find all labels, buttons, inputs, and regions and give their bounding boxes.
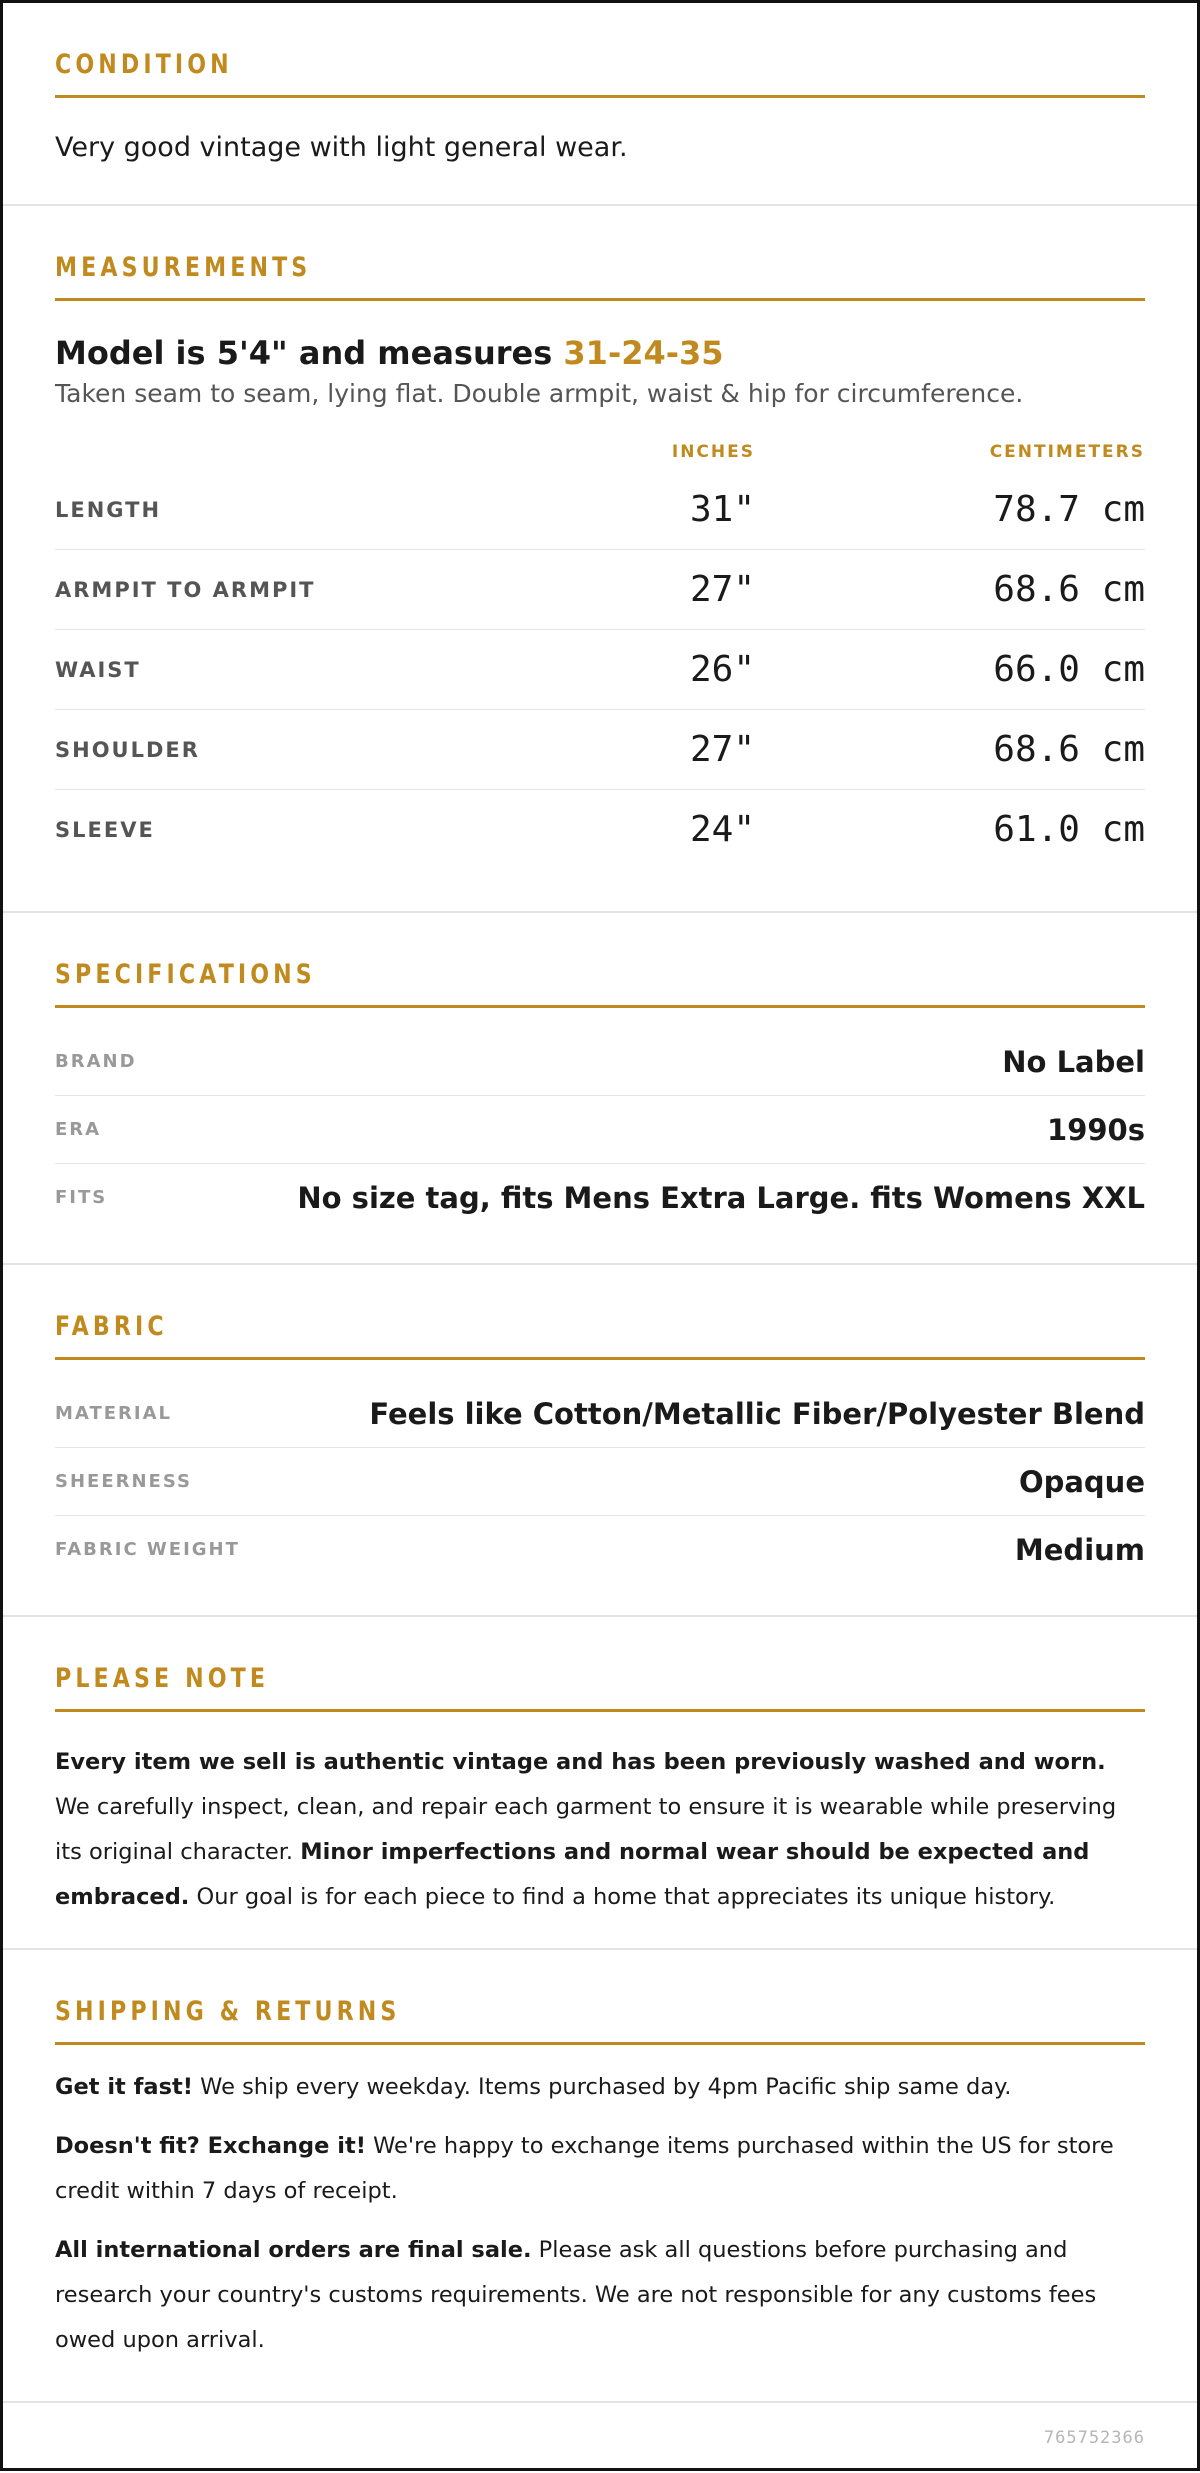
fabric-value: Medium xyxy=(1014,1532,1145,1567)
fabric-row-sheerness xyxy=(55,1448,1145,1516)
measurement-row-length xyxy=(55,470,1145,550)
specifications-section xyxy=(3,913,1197,1265)
spec-row-fits xyxy=(55,1164,1145,1231)
fabric-section xyxy=(3,1265,1197,1617)
condition-title: CONDITION xyxy=(55,47,1145,98)
spec-value: 1990s xyxy=(1047,1112,1145,1147)
spec-value: No Label xyxy=(1002,1044,1145,1079)
measurement-row-armpit xyxy=(55,550,1145,630)
measurement-inches: 26" xyxy=(689,649,755,690)
please-note-section xyxy=(3,1617,1197,1950)
specifications-table xyxy=(55,1028,1145,1253)
shipping-bold: Doesn't fit? Exchange it! xyxy=(55,2133,366,2159)
measurement-row-shoulder xyxy=(55,710,1145,790)
measurement-inches: 24" xyxy=(689,809,755,850)
fabric-label: SHEERNESS xyxy=(55,1471,192,1492)
measurement-cm: 68.6 cm xyxy=(993,569,1145,610)
shipping-bold: Get it fast! xyxy=(55,2074,193,2100)
shipping-text-span: We're happy to exchange items purchased within the US for store credit within 7 days of receipt. xyxy=(55,2133,1114,2204)
item-id: 765752366 xyxy=(1043,2428,1145,2448)
measurement-label: SHOULDER xyxy=(55,737,200,762)
measurement-label: SLEEVE xyxy=(55,817,155,842)
measurements-section xyxy=(3,206,1197,913)
spec-row-era xyxy=(55,1096,1145,1164)
spec-label: BRAND xyxy=(55,1051,137,1072)
spec-label: FITS xyxy=(55,1187,108,1208)
model-measurements-line xyxy=(55,333,1145,373)
centimeters-column-header: CENTIMETERS xyxy=(989,442,1145,462)
shipping-bold: All international orders are final sale. xyxy=(55,2237,532,2263)
shipping-text xyxy=(55,2045,1145,2401)
measurements-title: MEASUREMENTS xyxy=(55,250,1145,301)
measurement-row-waist xyxy=(55,630,1145,710)
fabric-value: Opaque xyxy=(1018,1464,1145,1499)
measurements-table-header xyxy=(55,442,1145,462)
fabric-table xyxy=(55,1380,1145,1605)
shipping-text-span: We ship every weekday. Items purchased by 4pm Pacific ship same day. xyxy=(193,2074,1012,2100)
fabric-row-weight xyxy=(55,1516,1145,1583)
shipping-paragraph-fast xyxy=(55,2065,1145,2110)
please-note-title: PLEASE NOTE xyxy=(55,1661,1145,1712)
measurement-cm: 68.6 cm xyxy=(993,729,1145,770)
measurement-label: WAIST xyxy=(55,657,141,682)
measurement-cm: 78.7 cm xyxy=(993,489,1145,530)
fabric-title: FABRIC xyxy=(55,1309,1145,1360)
note-bold-1: Every item we sell is authentic vintage and has been previously washed and worn. xyxy=(55,1749,1106,1775)
fabric-label: FABRIC WEIGHT xyxy=(55,1539,240,1560)
measurement-cm: 66.0 cm xyxy=(993,649,1145,690)
measurements-subtitle: Taken seam to seam, lying flat. Double armpit, waist & hip for circumference. xyxy=(55,379,1024,408)
note-bold-2: Minor imperfections and normal wear should be expected and embraced. xyxy=(55,1839,1090,1910)
measurement-inches: 31" xyxy=(689,489,755,530)
measurement-cm: 61.0 cm xyxy=(993,809,1145,850)
shipping-paragraph-international xyxy=(55,2228,1145,2363)
shipping-paragraph-exchange xyxy=(55,2124,1145,2214)
inches-column-header: INCHES xyxy=(671,442,755,462)
specifications-title: SPECIFICATIONS xyxy=(55,957,1145,1008)
spec-row-brand xyxy=(55,1028,1145,1096)
fabric-value: Feels like Cotton/Metallic Fiber/Polyester Blend xyxy=(369,1396,1145,1431)
note-text-2: Our goal is for each piece to find a home that appreciates its unique history. xyxy=(189,1884,1056,1910)
shipping-text-span: Please ask all questions before purchasing and research your country's customs requirements. We are not responsible for any customs fees owed upon arrival. xyxy=(55,2237,1097,2353)
measurement-row-sleeve xyxy=(55,790,1145,869)
spec-value: No size tag, fits Mens Extra Large. fits Womens XXL xyxy=(297,1180,1145,1215)
note-text-1: We carefully inspect, clean, and repair each garment to ensure it is wearable while preserving its original character. xyxy=(55,1794,1117,1865)
measurements-table xyxy=(55,470,1145,869)
fabric-label: MATERIAL xyxy=(55,1403,172,1424)
shipping-title: SHIPPING & RETURNS xyxy=(55,1994,1145,2045)
please-note-text xyxy=(55,1712,1145,1950)
model-prefix: Model is 5'4" and measures xyxy=(55,334,564,372)
measurement-inches: 27" xyxy=(689,569,755,610)
measurement-inches: 27" xyxy=(689,729,755,770)
spec-label: ERA xyxy=(55,1119,102,1140)
footer xyxy=(3,2401,1197,2471)
condition-text: Very good vintage with light general wear. xyxy=(55,132,628,163)
condition-section xyxy=(3,3,1197,206)
fabric-row-material xyxy=(55,1380,1145,1448)
shipping-section xyxy=(3,1950,1197,2401)
model-measures: 31-24-35 xyxy=(563,334,724,372)
measurement-label: ARMPIT TO ARMPIT xyxy=(55,577,316,602)
measurement-label: LENGTH xyxy=(55,497,162,522)
